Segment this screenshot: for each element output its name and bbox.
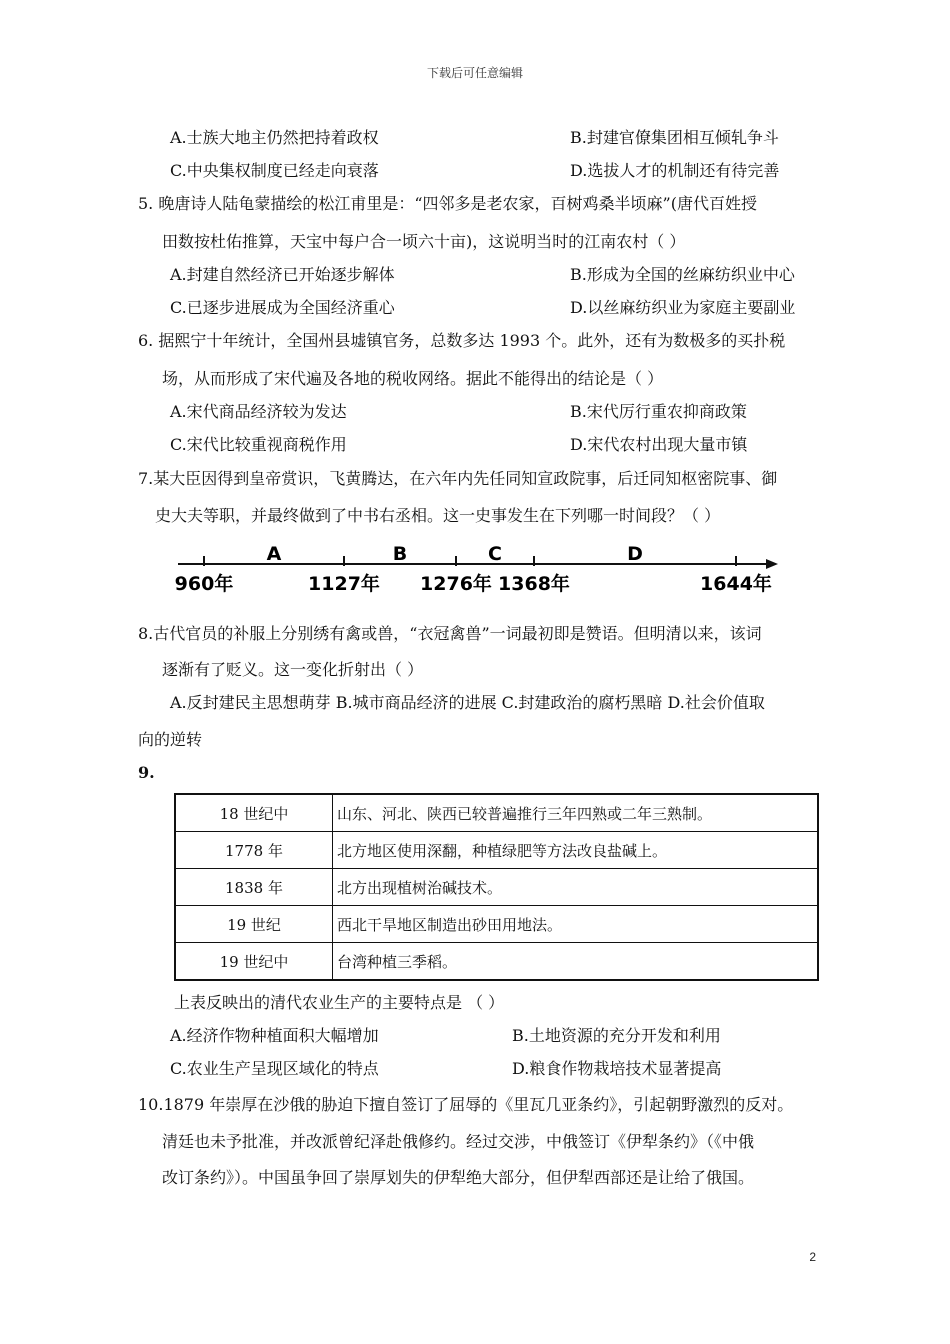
- q4-option-c: C.中央集权制度已经走向衰落: [170, 161, 379, 180]
- table-cell-event: 西北干旱地区制造出砂田用地法。: [333, 906, 819, 943]
- timeline-tick-label: 1644年: [700, 573, 772, 595]
- q10-line1: 10.1879 年崇厚在沙俄的胁迫下擅自签订了屈辱的《里瓦几亚条约》，引起朝野激烈的反对。: [138, 1095, 794, 1114]
- q5-stem-line2: 田数按杜佑推算，天宝中每户合一顷六十亩)，这说明当时的江南农村（ ）: [162, 232, 686, 251]
- q5-option-a: A.封建自然经济已开始逐步解体: [170, 265, 395, 284]
- q7-timeline: [170, 540, 790, 600]
- page-number: 2: [809, 1250, 816, 1264]
- timeline-tick-label: 960年: [174, 573, 234, 595]
- q5-stem-line1: 5. 晚唐诗人陆龟蒙描绘的松江甫里是：“四邻多是老农家，百树鸡桑半顷麻”(唐代百姓授: [138, 194, 757, 213]
- q9-table: [174, 793, 819, 981]
- timeline-segment-label: B: [392, 543, 408, 565]
- table-row: [175, 906, 818, 943]
- q7-stem-line2: 史大夫等职，并最终做到了中书右丞相。这一史事发生在下列哪一时间段？（ ）: [155, 506, 721, 525]
- table-cell-time: 1838 年: [175, 869, 333, 906]
- table-cell-event: 北方出现植树治碱技术。: [333, 869, 819, 906]
- table-cell-time: 1778 年: [175, 832, 333, 869]
- q6-stem-line1: 6. 据熙宁十年统计，全国州县墟镇官务，总数多达 1993 个。此外，还有为数极多的买扑税: [138, 331, 786, 350]
- timeline-segment-label: D: [627, 543, 643, 565]
- q9-option-c: C.农业生产呈现区域化的特点: [170, 1059, 379, 1078]
- q5-option-c: C.已逐步进展成为全国经济重心: [170, 298, 395, 317]
- q9-question: 上表反映出的清代农业生产的主要特点是 （ ）: [174, 993, 505, 1012]
- table-cell-time: 18 世纪中: [175, 794, 333, 832]
- table-cell-event: 台湾种植三季稻。: [333, 943, 819, 981]
- table-row: [175, 869, 818, 906]
- timeline-tick-label: 1368年: [498, 573, 570, 595]
- q7-stem-line1: 7.某大臣因得到皇帝赏识，飞黄腾达，在六年内先任同知宣政院事，后迁同知枢密院事、御: [138, 469, 778, 488]
- q4-option-b: B.封建官僚集团相互倾轧争斗: [570, 128, 779, 147]
- q6-option-d: D.宋代农村出现大量市镇: [570, 435, 748, 454]
- q5-option-b: B.形成为全国的丝麻纺织业中心: [570, 265, 795, 284]
- q5-option-d: D.以丝麻纺织业为家庭主要副业: [570, 298, 796, 317]
- table-row: [175, 794, 818, 832]
- q9-option-b: B.土地资源的充分开发和利用: [512, 1026, 721, 1045]
- q9-option-a: A.经济作物种植面积大幅增加: [170, 1026, 379, 1045]
- q9-option-d: D.粮食作物栽培技术显著提高: [512, 1059, 722, 1078]
- timeline-segment-label: C: [488, 543, 502, 565]
- q8-stem-line2: 逐渐有了贬义。这一变化折射出（ ）: [162, 660, 424, 679]
- q8-options: A.反封建民主思想萌芽 B.城市商品经济的进展 C.封建政治的腐朽黑暗 D.社会价值取: [170, 693, 765, 712]
- table-cell-time: 19 世纪: [175, 906, 333, 943]
- q4-option-a: A.士族大地主仍然把持着政权: [170, 128, 379, 147]
- table-cell-event: 北方地区使用深翻，种植绿肥等方法改良盐碱上。: [333, 832, 819, 869]
- table-cell-time: 19 世纪中: [175, 943, 333, 981]
- q10-line2: 清廷也未予批准，并改派曾纪泽赴俄修约。经过交涉，中俄签订《伊犁条约》（《中俄: [162, 1132, 755, 1151]
- q6-option-a: A.宋代商品经济较为发达: [170, 402, 347, 421]
- q9-number: 9.: [138, 763, 155, 782]
- timeline-tick-label: 1127年: [308, 573, 380, 595]
- timeline-arrow-icon: [766, 559, 778, 569]
- table-row: [175, 943, 818, 981]
- q10-line3: 改订条约》）。中国虽争回了崇厚划失的伊犁绝大部分，但伊犁西部还是让给了俄国。: [162, 1168, 755, 1187]
- timeline-segment-label: A: [266, 543, 282, 565]
- page-header: 下载后可任意编辑: [426, 66, 523, 80]
- q6-option-b: B.宋代厉行重农抑商政策: [570, 402, 747, 421]
- timeline-tick-label: 1276年: [420, 573, 492, 595]
- table-row: [175, 832, 818, 869]
- q4-option-d: D.选拔人才的机制还有待完善: [570, 161, 780, 180]
- q6-stem-line2: 场，从而形成了宋代遍及各地的税收网络。据此不能得出的结论是（ ）: [162, 369, 664, 388]
- q8-options-cont: 向的逆转: [138, 730, 203, 749]
- q8-stem-line1: 8.古代官员的补服上分别绣有禽或兽，“衣冠禽兽”一词最初即是赞语。但明清以来，该词: [138, 624, 762, 643]
- table-cell-event: 山东、河北、陕西已较普遍推行三年四熟或二年三熟制。: [333, 794, 819, 832]
- q6-option-c: C.宋代比较重视商税作用: [170, 435, 347, 454]
